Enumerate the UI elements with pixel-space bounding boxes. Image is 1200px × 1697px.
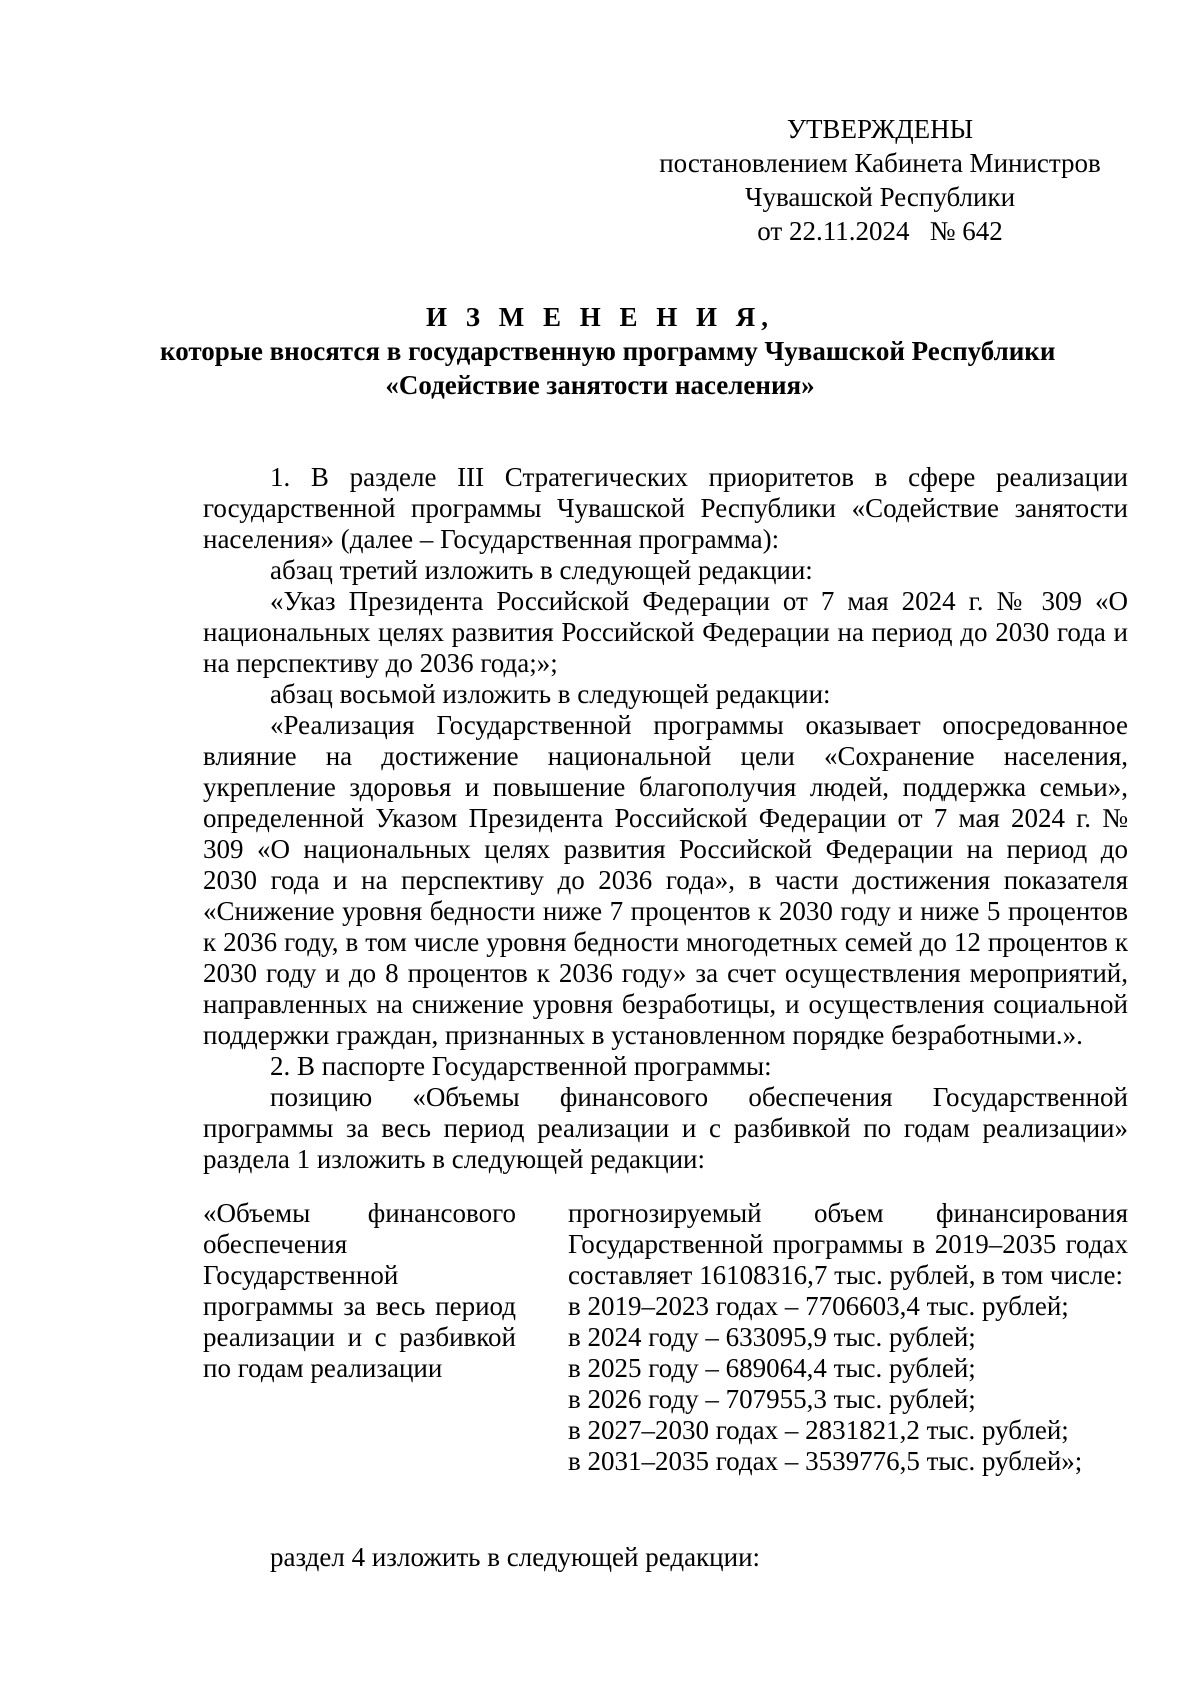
approval-date-number: от 22.11.2024 № 642 xyxy=(757,216,1003,246)
approval-stamp xyxy=(620,112,1140,248)
funding-row: в 2026 году – 707955,3 тыс. рублей; xyxy=(568,1384,976,1414)
funding-total: прогнозируемый объем финансирования Государственной программы в 2019–2035 годах составляет 16108316,7 тыс. рублей, в том числе: xyxy=(568,1198,1128,1290)
closing-paragraph: раздел 4 изложить в следующей редакции: xyxy=(270,1542,761,1572)
heading-subtitle: которые вносятся в государственную программу Чувашской Республики xyxy=(160,336,1056,366)
paragraph-3: «Указ Президента Российской Федерации от 7 мая 2024 г. № 309 «О национальных целях развития Российской Федерации на период до 2030 года и на перспективу до 2036 года;»; xyxy=(203,586,1128,678)
heading-title: И З М Е Н Е Н И Я, xyxy=(425,302,774,332)
approval-region: Чувашской Республики xyxy=(744,182,1016,212)
paragraph-6: 2. В паспорте Государственной программы: xyxy=(270,1051,772,1081)
funding-table-label: «Объемы финансового обеспечения Государственной программы за весь период реализации и с разбивкой по годам реализации xyxy=(203,1198,516,1383)
document-heading xyxy=(160,300,1056,402)
funding-table-value xyxy=(568,1198,1128,1477)
document-body xyxy=(203,462,1128,1175)
funding-row: в 2025 году – 689064,4 тыс. рублей; xyxy=(568,1353,976,1383)
paragraph-5: «Реализация Государственной программы оказывает опосредованное влияние на достижение национальной цели «Сохранение населения, укрепление здоровья и повышение благополучия людей, поддержка семьи», определенной Указом Президента Российской Федерации от 7 мая 2024 г. № 309 «О национальных целях развития Российской Федерации на период до 2030 года и на перспективу до 2036 года», в части достижения показателя «Снижение уровня бедности ниже 7 процентов к 2030 году и ниже 5 процентов к 2036 году, в том числе уровня бедности многодетных семей до 12 процентов к 2030 году и до 8 процентов к 2036 году» за счет осуществления мероприятий, направленных на снижение уровня безработицы, и осуществления социальной поддержки граждан, признанных в установленном порядке безработными.». xyxy=(203,710,1128,1050)
paragraph-7: позицию «Объемы финансового обеспечения Государственной программы за весь период реализации и с разбивкой по годам реализации» раздела 1 изложить в следующей редакции: xyxy=(203,1082,1128,1174)
approval-title: УТВЕРЖДЕНЫ xyxy=(786,114,974,144)
approval-issuer: постановлением Кабинета Министров xyxy=(659,148,1101,178)
paragraph-1: 1. В разделе III Стратегических приоритетов в сфере реализации государственной программы Чувашской Республики «Содействие занятости населения» (далее – Государственная программа): xyxy=(203,462,1128,554)
funding-row: в 2031–2035 годах – 3539776,5 тыс. рублей»; xyxy=(568,1446,1083,1476)
paragraph-2: абзац третий изложить в следующей редакции: xyxy=(270,555,813,585)
funding-row: в 2019–2023 годах – 7706603,4 тыс. рублей; xyxy=(568,1291,1069,1321)
paragraph-4: абзац восьмой изложить в следующей редакции: xyxy=(270,679,831,709)
funding-row: в 2027–2030 годах – 2831821,2 тыс. рублей; xyxy=(568,1415,1069,1445)
heading-program-name: «Содействие занятости населения» xyxy=(385,370,815,400)
funding-row: в 2024 году – 633095,9 тыс. рублей; xyxy=(568,1322,976,1352)
